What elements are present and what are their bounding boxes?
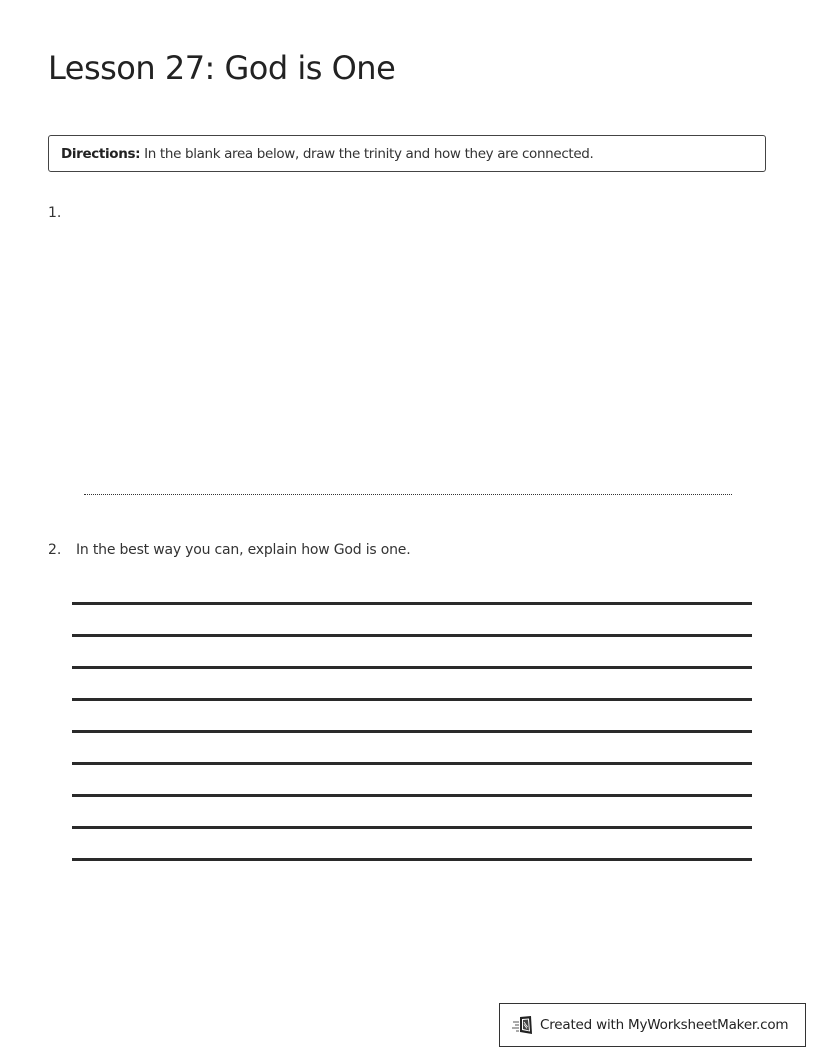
directions-box xyxy=(48,135,766,172)
footer-badge xyxy=(499,1003,806,1047)
answer-line[interactable] xyxy=(72,733,752,765)
answer-line[interactable] xyxy=(72,797,752,829)
footer-text: Created with MyWorksheetMaker.com xyxy=(540,1017,789,1033)
question-2-number: 2. xyxy=(48,542,62,558)
question-2-answer-lines[interactable] xyxy=(72,573,752,861)
answer-line[interactable] xyxy=(72,573,752,605)
question-2-text: In the best way you can, explain how God is one. xyxy=(76,542,411,558)
worksheet-maker-logo-icon xyxy=(512,1015,534,1035)
question-1-number: 1. xyxy=(48,205,62,221)
directions-label: Directions: xyxy=(61,146,141,162)
question-1-dotted-divider xyxy=(84,494,732,495)
answer-line[interactable] xyxy=(72,637,752,669)
directions-text: In the blank area below, draw the trinity and how they are connected. xyxy=(140,146,594,162)
answer-line[interactable] xyxy=(72,605,752,637)
answer-line[interactable] xyxy=(72,701,752,733)
answer-line[interactable] xyxy=(72,829,752,861)
answer-line[interactable] xyxy=(72,669,752,701)
question-1-drawing-area[interactable] xyxy=(84,228,732,494)
answer-line[interactable] xyxy=(72,765,752,797)
page-title: Lesson 27: God is One xyxy=(48,49,396,87)
